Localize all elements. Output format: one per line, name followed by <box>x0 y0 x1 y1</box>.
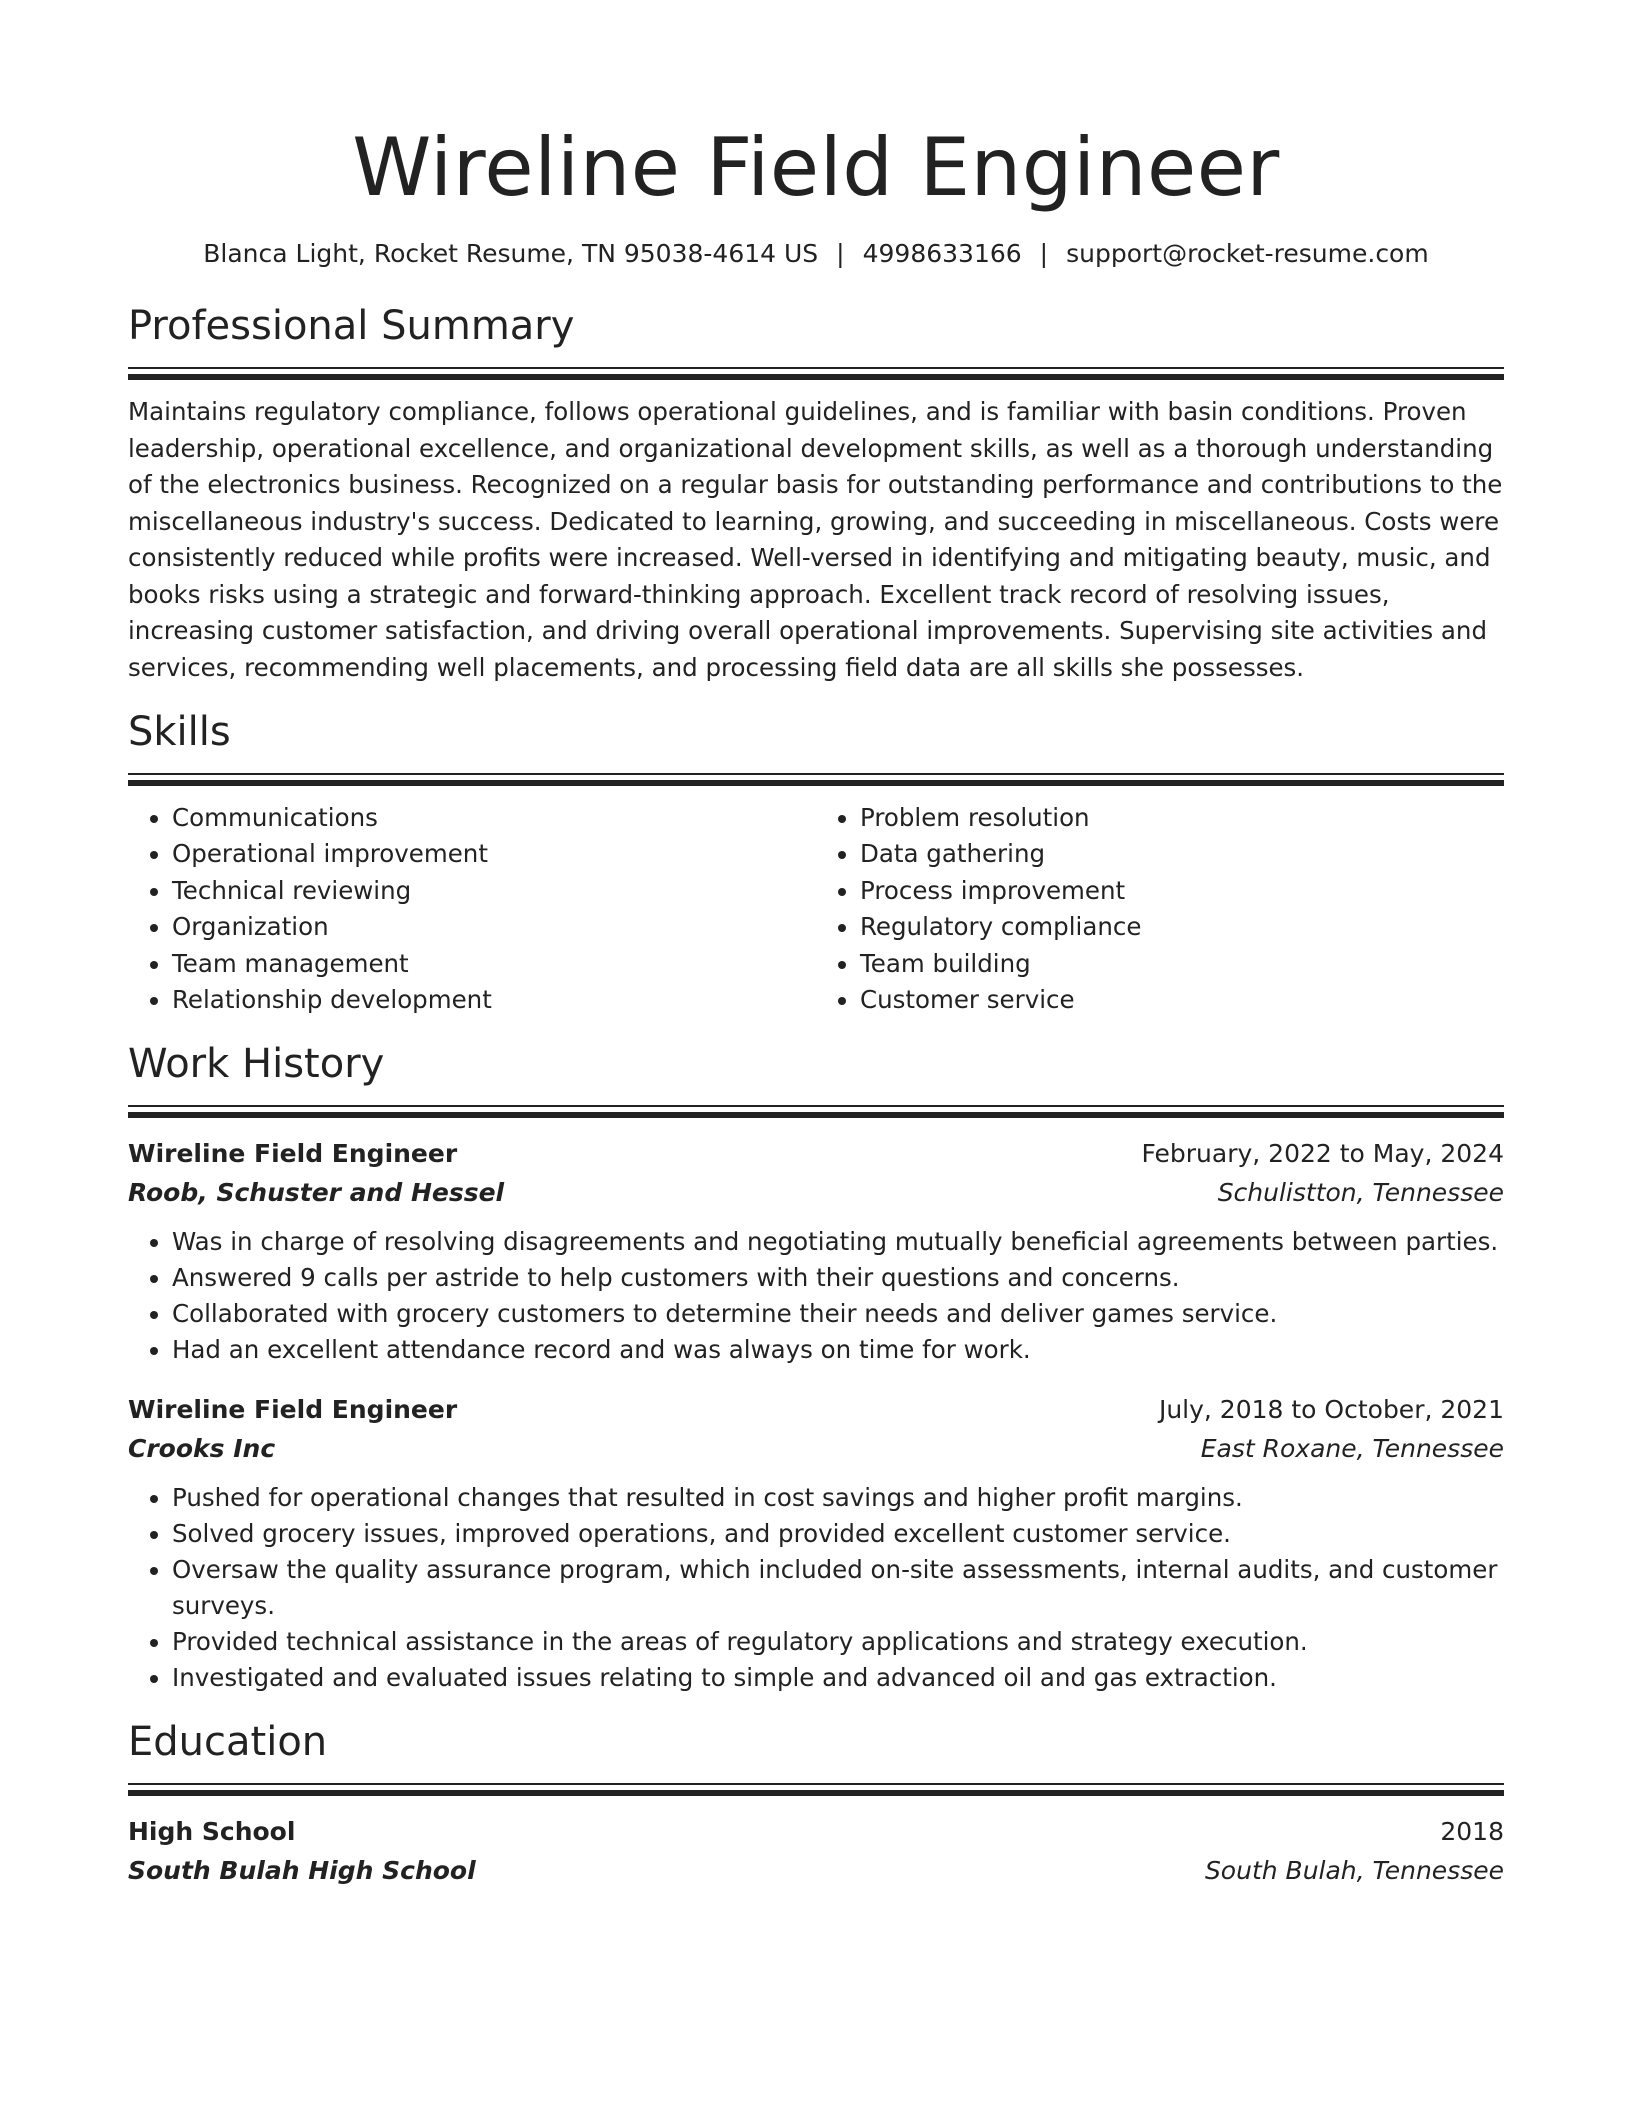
summary-text: Maintains regulatory compliance, follows operational guidelines, and is familiar with basin conditions. Proven leadership, operational excellence, and organizational development skills, as well as a thorough understanding of the electronics business. Recognized on a regular basis for outstanding performance and contributions to the miscellaneous industry's success. Dedicated to learning, growing, and succeeding in miscellaneous. Costs were consistently reduced while profits were increased. Well-versed in identifying and mitigating beauty, music, and books risks using a strategic and forward-thinking approach. Excellent track record of resolving issues, increasing customer satisfaction, and driving overall operational improvements. Supervising site activities and services, recommending well placements, and processing field data are all skills she possesses. <box>128 397 1503 682</box>
job-title: Wireline Field Engineer <box>128 1395 458 1425</box>
section-heading: Work History <box>128 1041 385 1088</box>
skill-item: • Relationship development <box>172 982 816 1018</box>
job-employer-row <box>128 1430 1504 1468</box>
education-school: South Bulah High School <box>128 1856 476 1886</box>
section-heading: Education <box>128 1719 328 1766</box>
contact-phone: 4998633166 <box>862 239 1022 268</box>
job-bullet: • Answered 9 calls per astride to help customers with their questions and concerns. <box>172 1260 1504 1296</box>
skill-item: • Customer service <box>860 982 1504 1018</box>
job-location: East Roxane, Tennessee <box>1200 1434 1504 1464</box>
skill-item: • Operational improvement <box>172 836 816 872</box>
section-divider <box>128 367 1504 380</box>
education-year: 2018 <box>1440 1817 1504 1847</box>
job-bullet: • Pushed for operational changes that resulted in cost savings and higher profit margins. <box>172 1480 1504 1516</box>
education-school-row <box>128 1852 1504 1890</box>
job-bullet: • Investigated and evaluated issues relating to simple and advanced oil and gas extraction. <box>172 1660 1504 1696</box>
skill-item: • Regulatory compliance <box>860 909 1504 945</box>
section-heading: Skills <box>128 709 231 755</box>
section-divider <box>128 1105 1504 1118</box>
resume-title: Wireline Field Engineer <box>352 121 1280 214</box>
education-location: South Bulah, Tennessee <box>1204 1856 1504 1886</box>
job-header-row <box>128 1390 1504 1430</box>
skills-column-left <box>128 800 816 1018</box>
contact-separator: | <box>1039 239 1049 268</box>
education-header-row <box>128 1812 1504 1852</box>
skills-column-right <box>816 800 1504 1018</box>
job-bullets <box>128 1480 1504 1696</box>
skill-item: • Technical reviewing <box>172 873 816 909</box>
education-entry <box>128 1812 1504 1890</box>
job-bullets <box>128 1224 1504 1368</box>
skill-item: • Process improvement <box>860 873 1504 909</box>
job-entry <box>128 1134 1504 1368</box>
job-bullet: • Had an excellent attendance record and was always on time for work. <box>172 1332 1504 1368</box>
skill-item: • Team management <box>172 946 816 982</box>
skill-item: • Team building <box>860 946 1504 982</box>
job-dates: July, 2018 to October, 2021 <box>1158 1395 1504 1425</box>
job-entry <box>128 1390 1504 1696</box>
job-bullet: • Oversaw the quality assurance program, which included on-site assessments, internal audits, and customer surveys. <box>172 1552 1504 1624</box>
education-degree: High School <box>128 1817 296 1847</box>
skills-grid <box>128 800 1504 1018</box>
job-header-row <box>128 1134 1504 1174</box>
education-section <box>128 1716 1504 1890</box>
skills-section <box>128 706 1504 1018</box>
section-divider <box>128 1783 1504 1796</box>
contact-address: Blanca Light, Rocket Resume, TN 95038-4614 US <box>203 239 819 268</box>
section-divider <box>128 773 1504 786</box>
job-bullet: • Collaborated with grocery customers to determine their needs and deliver games service. <box>172 1296 1504 1332</box>
skill-item: • Data gathering <box>860 836 1504 872</box>
job-title: Wireline Field Engineer <box>128 1139 458 1169</box>
work-history-section <box>128 1038 1504 1696</box>
skill-item: • Problem resolution <box>860 800 1504 836</box>
contact-line <box>128 238 1504 270</box>
job-bullet: • Provided technical assistance in the areas of regulatory applications and strategy execution. <box>172 1624 1504 1660</box>
skill-item: • Communications <box>172 800 816 836</box>
job-dates: February, 2022 to May, 2024 <box>1141 1139 1504 1169</box>
job-bullet: • Solved grocery issues, improved operations, and provided excellent customer service. <box>172 1516 1504 1552</box>
job-company: Roob, Schuster and Hessel <box>128 1178 505 1208</box>
job-bullet: • Was in charge of resolving disagreements and negotiating mutually beneficial agreements between parties. <box>172 1224 1504 1260</box>
job-employer-row <box>128 1174 1504 1212</box>
summary-section <box>128 300 1504 686</box>
section-heading: Professional Summary <box>128 303 575 349</box>
job-company: Crooks Inc <box>128 1434 276 1464</box>
skill-item: • Organization <box>172 909 816 945</box>
contact-email: support@rocket-resume.com <box>1066 239 1429 268</box>
contact-separator: | <box>836 239 845 268</box>
job-location: Schulistton, Tennessee <box>1217 1178 1504 1208</box>
